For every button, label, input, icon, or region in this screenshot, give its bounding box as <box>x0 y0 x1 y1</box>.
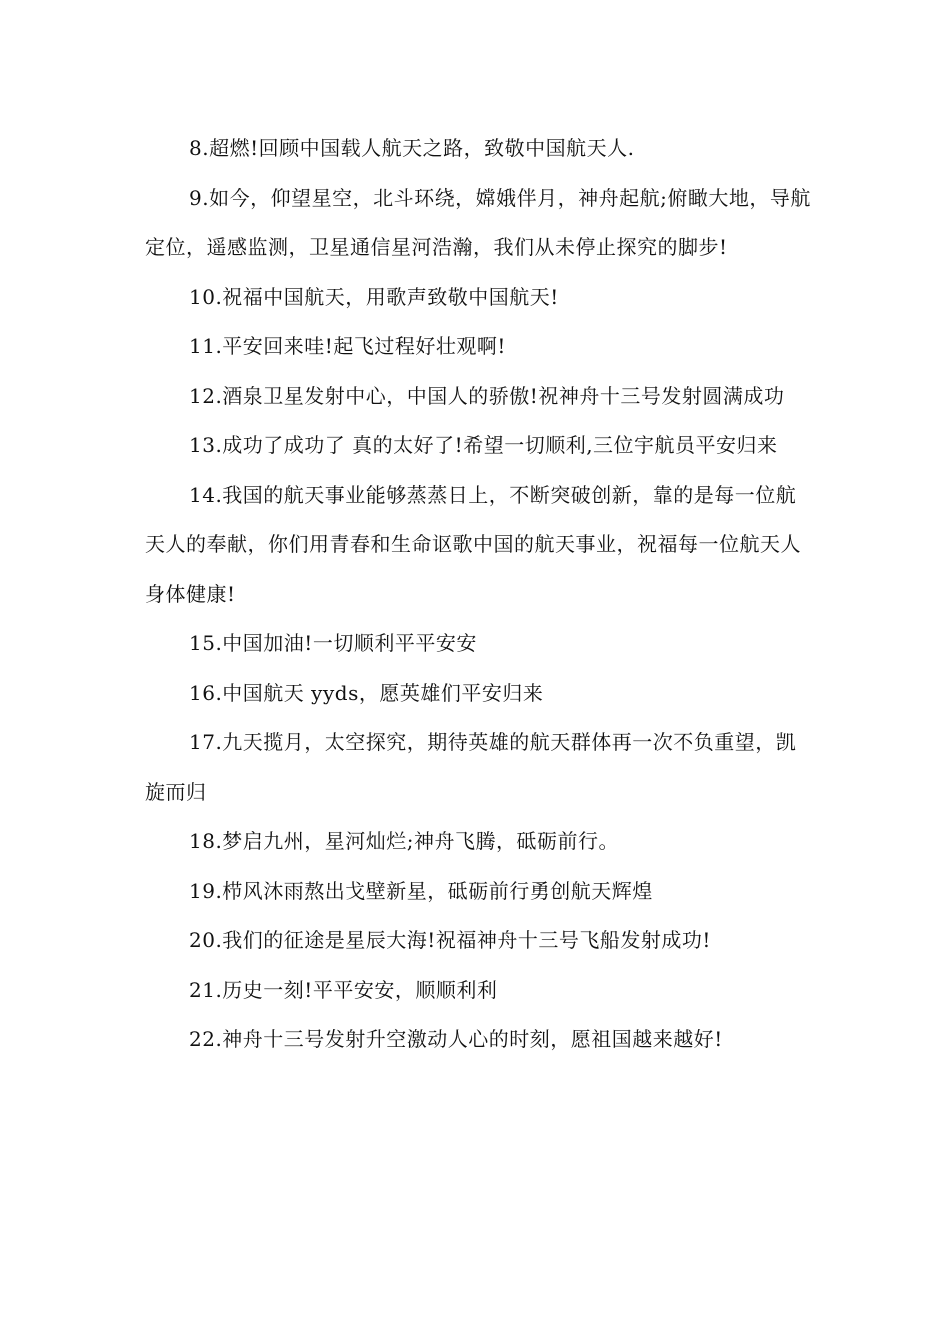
list-item: 19.栉风沐雨熬出戈壁新星，砥砺前行勇创航天辉煌 <box>189 878 653 903</box>
list-item: 14.我国的航天事业能够蒸蒸日上，不断突破创新，靠的是每一位航天人的奉献，你们用青春和生命讴歌中国的航天事业，祝福每一位航天人身体健康! <box>145 482 801 606</box>
list-item: 8.超燃!回顾中国载人航天之路，致敬中国航天人. <box>189 136 635 160</box>
document-body <box>145 124 815 1065</box>
list-item: 12.酒泉卫星发射中心，中国人的骄傲!祝神舟十三号发射圆满成功 <box>189 383 785 408</box>
list-item: 21.历史一刻!平平安安，顺顺利利 <box>189 977 498 1002</box>
list-item: 15.中国加油!一切顺利平平安安 <box>189 631 477 655</box>
list-item: 17.九天揽月，太空探究，期待英雄的航天群体再一次不负重望，凯旋而归 <box>145 730 797 804</box>
list-item: 9.如今，仰望星空，北斗环绕，嫦娥伴月，神舟起航;俯瞰大地，导航定位，遥感监测，卫星通信星河浩瀚，我们从未停止探究的脚步! <box>145 185 811 259</box>
list-item: 13.成功了成功了 真的太好了!希望一切顺利,三位宇航员平安归来 <box>189 433 778 457</box>
list-item: 11.平安回来哇!起飞过程好壮观啊! <box>189 334 506 358</box>
list-item: 10.祝福中国航天，用歌声致敬中国航天! <box>189 284 559 309</box>
list-item: 16.中国航天 yyds，愿英雄们平安归来 <box>189 680 544 705</box>
list-item: 22.神舟十三号发射升空激动人心的时刻，愿祖国越来越好! <box>189 1027 723 1051</box>
list-item: 18.梦启九州，星河灿烂;神舟飞腾，砥砺前行。 <box>189 829 620 853</box>
list-item: 20.我们的征途是星辰大海!祝福神舟十三号飞船发射成功! <box>189 928 711 952</box>
